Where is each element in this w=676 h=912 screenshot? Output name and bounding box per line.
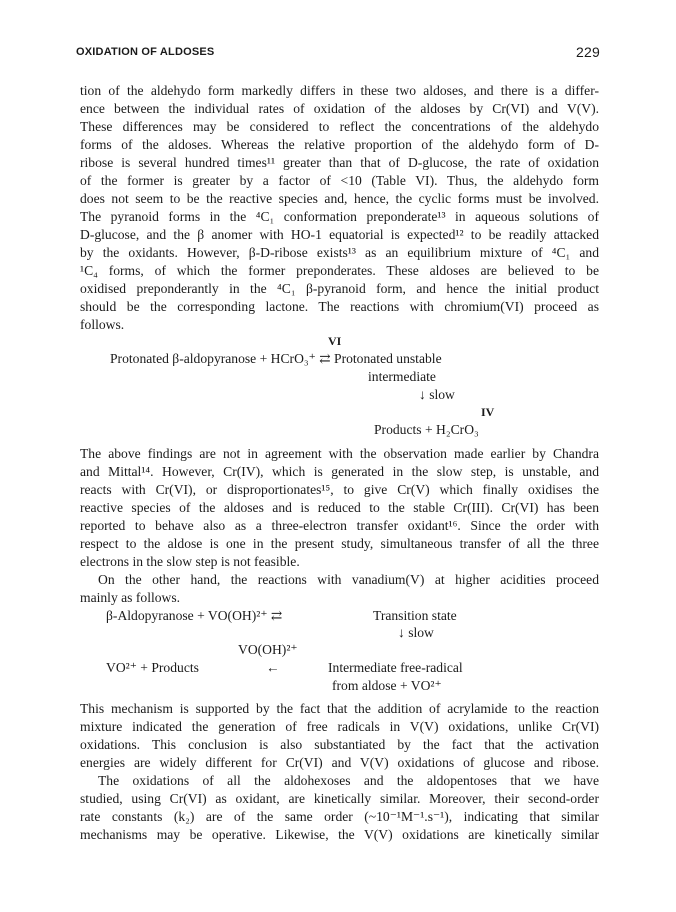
text-line: reactive species of the aldoses and is reduced to the stable Cr(III). Cr(VI) has been [80,500,599,515]
text-line: D-glucose, and the β anomer with HO-1 equatorial is expected¹² to be readily attacked [80,227,599,242]
text-line: does not seem to be the reactive species and, hence, the cyclic forms must be involved. [80,191,599,206]
text-line: respect to the aldose is one in the present study, simultaneous transfer of all the three [80,536,599,551]
text-line: tion of the aldehydo form markedly differs in these two aldoses, and there is a differ- [80,83,599,98]
text-line: oxidised preponderantly in the ⁴C₁ β-pyranoid form, and hence the initial product [80,281,599,296]
scheme-intermediate: Intermediate free-radical [328,660,463,675]
text-line: The pyranoid forms in the ⁴C₁ conformation preponderate¹³ in aqueous solutions of [80,209,599,224]
text-line: ence between the individual rates of oxidation of the aldoses by Cr(VI) and V(V). [80,101,599,116]
text-line: mainly as follows. [80,590,181,605]
text-line: oxidations. This conclusion is also substantiated by the fact that the activation [80,737,599,752]
text-line: rate constants (k₂) are of the same order (~10⁻¹M⁻¹.s⁻¹), indicating that similar [80,809,599,824]
text-line: ribose is several hundred times¹¹ greater than that of D-glucose, the rate of oxidation [80,155,599,170]
scheme-slow-arrow: ↓ slow [398,625,434,640]
text-line: On the other hand, the reactions with vanadium(V) at higher acidities proceed [98,572,599,587]
text-line: reported to behave also as a three-electron transfer oxidant¹⁶. Since the order with [80,518,599,533]
text-line: of the former is greater by a factor of <10 (Table VI). Thus, the aldehydo form [80,173,599,188]
text-line: by the oxidants. However, β-D-ribose exists¹³ as an equilibrium mixture of ⁴C₁ and [80,245,599,260]
scheme-intermediate: intermediate [368,369,436,384]
scheme-transition-state: Transition state [373,608,457,623]
scheme-products: VO²⁺ + Products [106,660,199,675]
text-line: studied, using Cr(VI) as oxidant, are kinetically similar. Moreover, their second-order [80,791,599,806]
text-line: mixture indicated the generation of free radicals in V(V) oxidations, unlike Cr(VI) [80,719,599,734]
scheme-back-arrow: ← [266,660,280,675]
text-line: The above findings are not in agreement with the observation made earlier by Chandra [80,446,599,461]
text-line: These differences may be considered to reflect the concentrations of the aldehydo [80,119,599,134]
scheme-reactants: Protonated β-aldopyranose + HCrO₃⁺ ⇄ Protonated unstable [110,351,442,366]
scheme-products: Products + H₂CrO₃ [374,422,479,437]
running-title: OXIDATION OF ALDOSES [76,46,215,58]
scheme-from: from aldose + VO²⁺ [332,678,442,693]
text-line: mechanisms may be operative. Likewise, the V(V) oxidations are kinetically similar [80,827,599,842]
text-line: and Mittal¹⁴. However, Cr(IV), which is generated in the slow step, is unstable, and [80,464,599,479]
text-line: reacts with Cr(VI), or disproportionates¹⁵, to give Cr(V) which finally oxidises the [80,482,599,497]
scheme-slow-arrow: ↓ slow [419,387,455,402]
text-line: This mechanism is supported by the fact that the addition of acrylamide to the reaction [80,701,599,716]
running-header [76,44,600,64]
text-line: electrons in the slow step is not feasible. [80,554,300,569]
scheme-reactants: β-Aldopyranose + VO(OH)²⁺ ⇄ [106,608,283,623]
text-line: The oxidations of all the aldohexoses and the aldopentoses that we have [98,773,599,788]
text-line: follows. [80,317,125,332]
scheme-label-vi: VI [328,334,342,348]
text-line: should be the corresponding lactone. The reactions with chromium(VI) proceed as [80,299,599,314]
text-line: ¹C₄ forms, of which the former preponderates. These aldoses are believed to be [80,263,599,278]
text-line: forms of the aldoses. Whereas the relative proportion of the aldehydo form of D- [80,137,599,152]
text-line: energies are widely different for Cr(VI) and V(V) oxidations of glucose and ribose. [80,755,599,770]
scheme-label-iv: IV [481,405,495,419]
scheme-label: VO(OH)²⁺ [238,642,298,657]
page-number: 229 [576,44,600,60]
